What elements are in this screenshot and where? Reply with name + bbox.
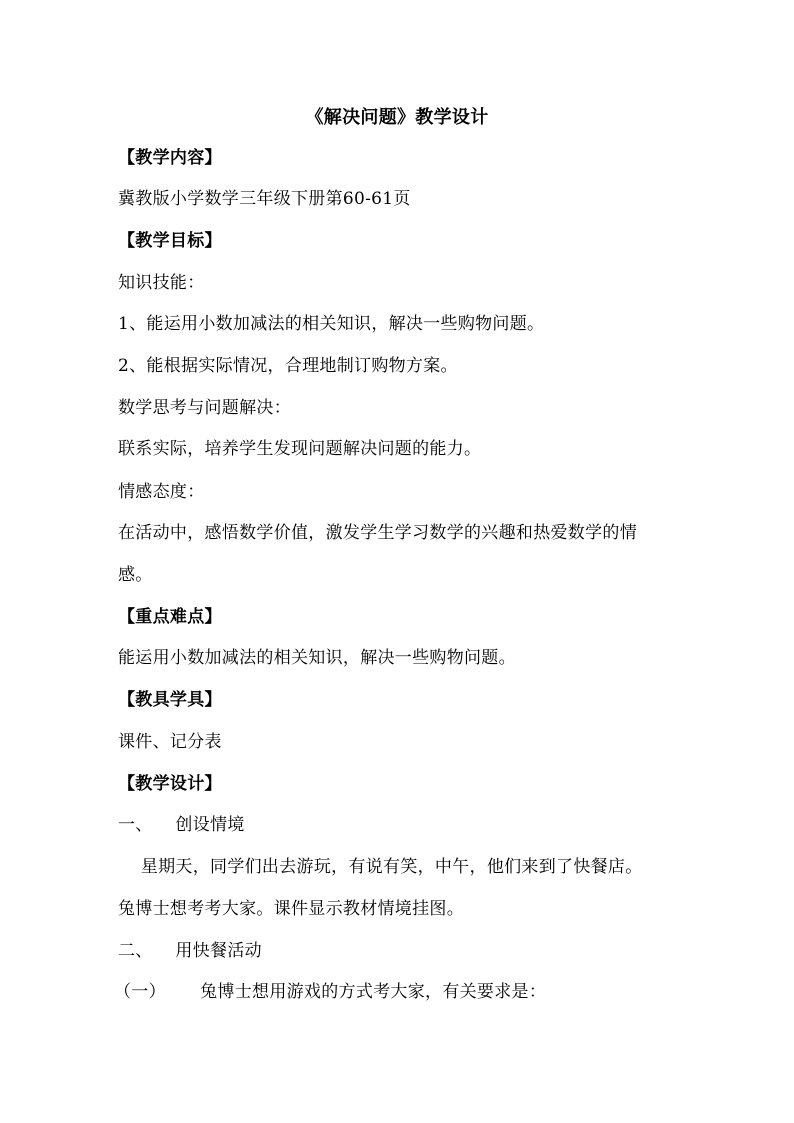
paragraph: 联系实际，培养学生发现问题解决问题的能力。: [118, 439, 482, 459]
section-heading: 一、 创设情境: [118, 815, 245, 835]
paragraph: 星期天，同学们出去游玩，有说有笑，中午，他们来到了快餐店。: [118, 857, 643, 877]
heading-teaching-content: 【教学内容】: [118, 148, 222, 168]
heading-teaching-goals: 【教学目标】: [118, 231, 222, 251]
paragraph: 知识技能：: [118, 273, 205, 293]
section-heading: 二、 用快餐活动: [118, 941, 262, 961]
heading-teaching-design: 【教学设计】: [118, 774, 222, 794]
paragraph: 感。: [118, 565, 153, 585]
paragraph: 数学思考与问题解决：: [118, 398, 291, 418]
document-title: 《解决问题》教学设计: [305, 107, 489, 128]
paragraph: 兔博士想考考大家。课件显示教材情境挂图。: [118, 899, 464, 919]
paragraph: 课件、记分表: [118, 732, 222, 752]
paragraph: 1、能运用小数加减法的相关知识，解决一些购物问题。: [118, 314, 545, 334]
paragraph: 情感态度：: [118, 482, 205, 502]
paragraph: 在活动中，感悟数学价值，激发学生学习数学的兴趣和热爱数学的情: [118, 523, 637, 543]
sub-section-heading: （一） 兔博士想用游戏的方式考大家，有关要求是：: [114, 982, 547, 1002]
paragraph: 2、能根据实际情况，合理地制订购物方案。: [118, 356, 458, 376]
heading-teaching-tools: 【教具学具】: [118, 690, 222, 710]
paragraph: 能运用小数加减法的相关知识，解决一些购物问题。: [118, 648, 516, 668]
paragraph: 冀教版小学数学三年级下册第60-61页: [118, 189, 411, 209]
heading-key-points: 【重点难点】: [118, 607, 222, 627]
